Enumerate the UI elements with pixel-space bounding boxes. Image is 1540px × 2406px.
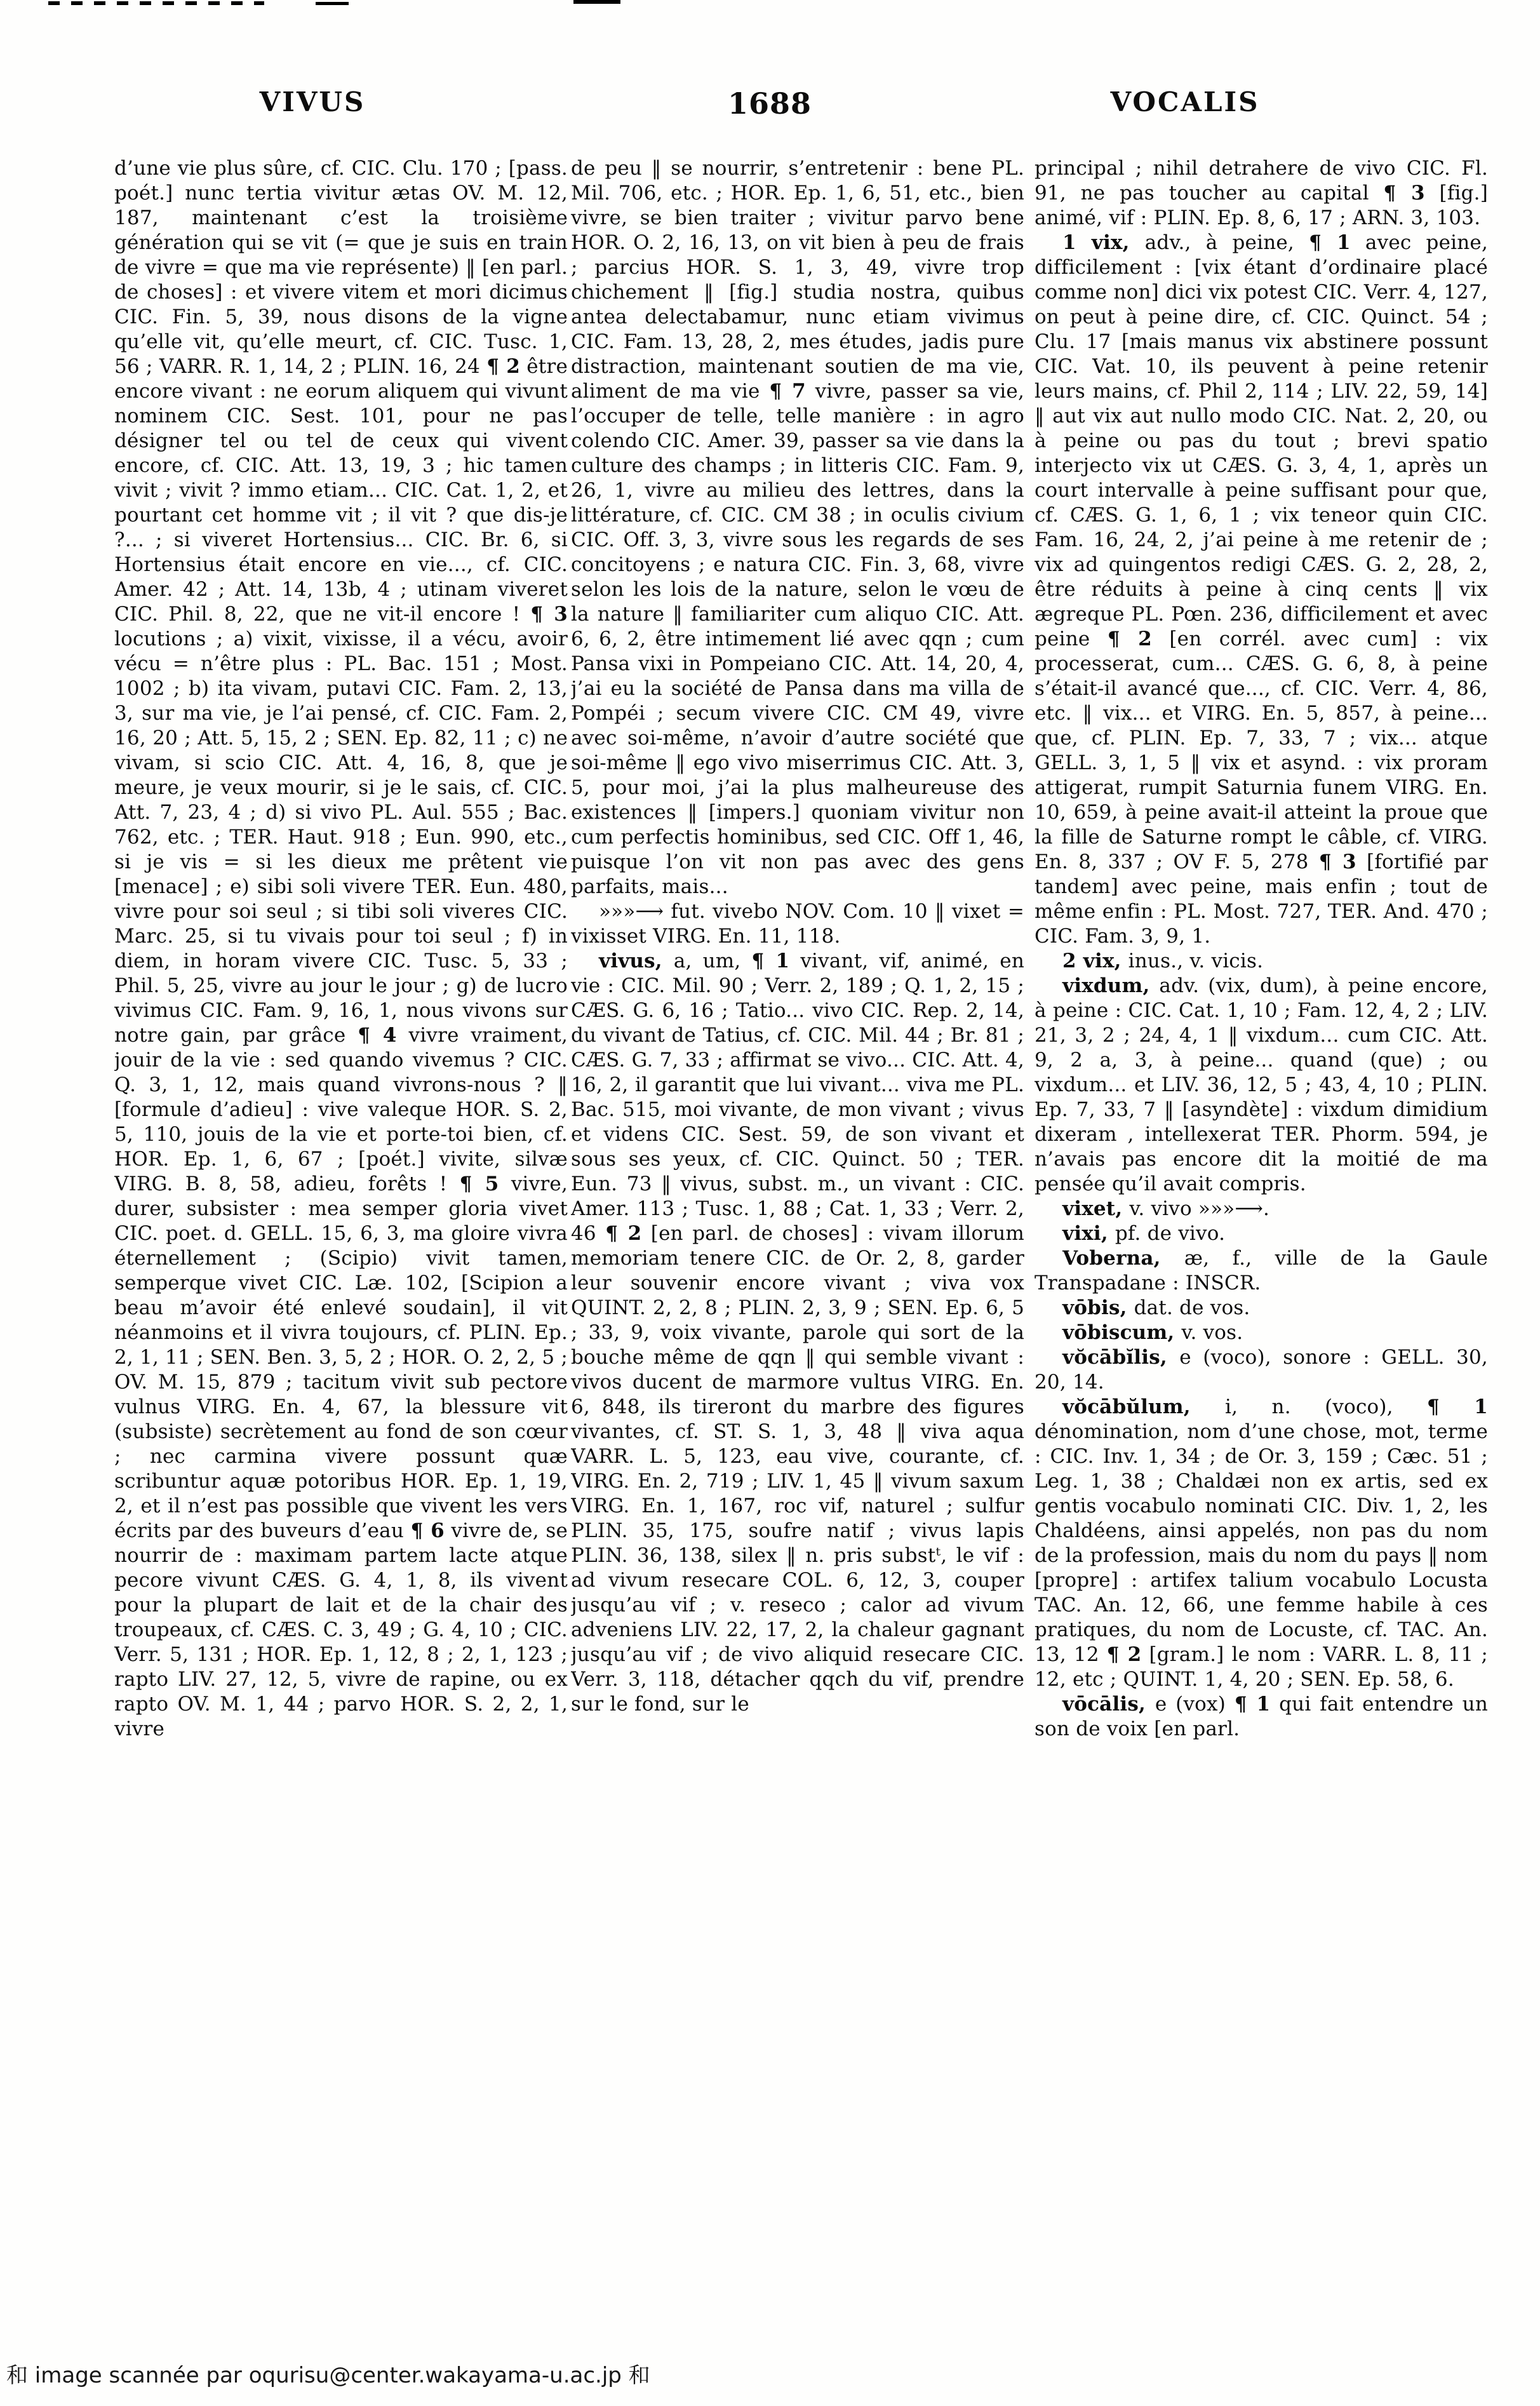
entry-paragraph: vixet, v. vivo »»»⟶.	[1062, 1197, 1270, 1220]
section-mark: ¶ 1	[751, 950, 790, 972]
headword: vivus,	[599, 950, 674, 972]
headword: vixdum,	[1062, 974, 1160, 997]
section-mark: ¶ 1	[1234, 1693, 1271, 1716]
text-paragraph: d’une vie plus sûre, cf. CIC. Clu. 170 ; [pass. poét.] nunc tertia vivitur ætas OV. M. 12, 187, maintenant c’est la troisième génération qui se vit (= que je suis en train de vivre = que ma vie représente) ‖ [en parl. de choses] : et vivere vitem et mori dicimus CIC. Fin. 5, 39, nous disons de la vigne qu’elle vit, qu’elle meurt, cf. CIC. Tusc. 1, 56 ; VARR. R. 1, 14, 2 ; PLIN. 16, 24 ¶ 2 être encore vivant : ne eorum aliquem qui vivunt nominem CIC. Sest. 101, pour ne pas désigner tel ou tel de ceux qui vivent encore, cf. CIC. Att. 13, 19, 3 ; hic tamen vivit ; vivit ? immo etiam... CIC. Cat. 1, 2, et pourtant cet homme vit ; il vit ? que dis-je ?... ; si viveret Hortensius... CIC. Br. 6, si Hortensius était encore en vie..., cf. CIC. Amer. 42 ; Att. 14, 13b, 4 ; utinam viveret CIC. Phil. 8, 22, que ne vit-il encore ! ¶ 3 locutions ; a) vixit, vixisse, il a vécu, avoir vécu = n’être plus : PL. Bac. 151 ; Most. 1002 ; b) ita vivam, putavi CIC. Fam. 2, 13, 3, sur ma vie, je l’ai pensé, cf. CIC. Fam. 2, 16, 20 ; Att. 5, 15, 2 ; SEN. Ep. 82, 11 ; c) ne vivam, si scio CIC. Att. 4, 16, 8, que je meure, je veux mourir, si je le sais, cf. CIC. Att. 7, 23, 4 ; d) si vivo PL. Aul. 555 ; Bac. 762, etc. ; TER. Haut. 918 ; Eun. 990, etc., si je vis = si les dieux me prêtent vie [menace] ; e) sibi soli vivere TER. Eun. 480, vivre pour soi seul ; si tibi soli viveres CIC. Marc. 25, si tu vivais pour toi seul ; f) in diem, in horam vivere CIC. Tusc. 5, 33 ; Phil. 5, 25, vivre au jour le jour ; g) de lucro vivimus CIC. Fam. 9, 16, 1, nous vivons sur notre gain, par grâce ¶ 4 vivre vraiment, jouir de la vie : sed quando vivemus ? CIC. Q. 3, 1, 12, mais quand vivrons-nous ? ‖ [formule d’adieu] : vive valeque HOR. S. 2, 5, 110, jouis de la vie et porte-toi bien, cf. HOR. Ep. 1, 6, 67 ; [poét.] vivite, silvæ VIRG. B. 8, 58, adieu, forêts ! ¶ 5 vivre, durer, subsister : mea semper gloria vivet CIC. poet. d. GELL. 15, 6, 3, ma gloire vivra éternellement ; (Scipio) vivit tamen, semperque vivet CIC. Læ. 102, [Scipion a beau m’avoir été enlevé soudain], il vit néanmoins et il vivra toujours, cf. PLIN. Ep. 2, 1, 11 ; SEN. Ben. 3, 5, 2 ; HOR. O. 2, 2, 5 ; OV. M. 15, 879 ; tacitum vivit sub pectore vulnus VIRG. En. 4, 67, la blessure vit (subsiste) secrètement au fond de son cœur ; nec carmina vivere possunt quæ scribuntur aquæ potoribus HOR. Ep. 1, 19, 2, et il n’est pas possible que vivent les vers écrits par des buveurs d’eau ¶ 6 vivre de, se nourrir de : maximam partem lacte atque pecore vivunt CÆS. G. 4, 1, 8, ils vivent pour la plupart de lait et de la chair des troupeaux, cf. CÆS. C. 3, 49 ; G. 4, 10 ; CIC. Verr. 5, 131 ; HOR. Ep. 1, 12, 8 ; 2, 1, 123 ; rapto LIV. 27, 12, 5, vivre de rapine, ou ex rapto OV. M. 1, 44 ; parvo HOR. S. 2, 2, 1, vivre	[114, 157, 568, 1740]
headword: vōbiscum,	[1062, 1321, 1182, 1344]
scan-artifact	[48, 1, 264, 5]
entry-paragraph: Voberna, æ, f., ville de la Gaule Transpadane : INSCR.	[1034, 1247, 1488, 1294]
scan-artifact	[316, 2, 349, 5]
entry-paragraph: vixi, pf. de vivo.	[1062, 1222, 1226, 1245]
entry-paragraph: vŏcābĭlis, e (voco), sonore : GELL. 30, 20, 14.	[1034, 1346, 1488, 1394]
headword: vŏcābĭlis,	[1062, 1346, 1180, 1369]
text-paragraph: »»»⟶ fut. vivebo NOV. Com. 10 ‖ vixet = vixisset VIRG. En. 11, 118.	[571, 900, 1024, 948]
scanner-credit: 和 image scannée par oqurisu@center.wakayama-u.ac.jp 和	[6, 2363, 650, 2388]
entry-paragraph: vŏcābŭlum, i, n. (voco), ¶ 1 dénomination, nom d’une chose, mot, terme : CIC. Inv. 1, 34 ; de Or. 3, 159 ; Cæc. 51 ; Leg. 1, 38 ; Chaldæi non ex artis, sed ex gentis vocabulo nominati CIC. Div. 1, 2, les Chaldéens, ainsi appelés, non pas du nom de la profession, mais du nom du pays ‖ nom [propre] : artifex talium vocabulo Locusta TAC. An. 12, 66, une femme habile à ces pratiques, du nom de Locuste, cf. TAC. An. 13, 12 ¶ 2 [gram.] le nom : VARR. L. 8, 11 ; 12, etc ; QUINT. 1, 4, 20 ; SEN. Ep. 58, 6.	[1034, 1395, 1488, 1691]
entry-paragraph: 2 vix, inus., v. vicis.	[1062, 950, 1264, 972]
headword: vixet,	[1062, 1197, 1130, 1220]
section-mark: ¶ 4	[358, 1024, 397, 1047]
entry-paragraph: vōcālis, e (vox) ¶ 1 qui fait entendre un son de voix [en parl.	[1034, 1693, 1488, 1740]
section-mark: ¶ 2	[486, 355, 521, 378]
page-number: 1688	[727, 86, 812, 121]
section-mark: ¶ 2	[605, 1222, 642, 1245]
headword: vōcālis,	[1062, 1693, 1155, 1716]
section-mark: ¶ 2	[1107, 628, 1152, 650]
section-mark: ¶ 7	[769, 380, 806, 403]
entry-paragraph: vōbiscum, v. vos.	[1062, 1321, 1243, 1344]
entry-paragraph: vōbis, dat. de vos.	[1062, 1296, 1250, 1319]
column-1	[114, 156, 568, 2335]
section-mark: ¶ 3	[530, 603, 568, 626]
scan-artifact	[573, 0, 620, 4]
running-head-right: VOCALIS	[1110, 86, 1260, 118]
section-mark: ¶ 2	[1106, 1643, 1142, 1666]
headword: Voberna,	[1062, 1247, 1184, 1270]
text-paragraph: principal ; nihil detrahere de vivo CIC. Fl. 91, ne pas toucher au capital ¶ 3 [fig.] animé, vif : PLIN. Ep. 8, 6, 17 ; ARN. 3, 103.	[1034, 157, 1488, 229]
headword: vŏcābŭlum,	[1062, 1395, 1226, 1418]
headword: vixi,	[1062, 1222, 1115, 1245]
column-2	[571, 156, 1024, 2335]
headword: 2 vix,	[1062, 950, 1128, 972]
section-mark: ¶ 5	[459, 1173, 499, 1195]
headword: vōbis,	[1062, 1296, 1134, 1319]
section-mark: ¶ 3	[1318, 850, 1356, 873]
section-mark: ¶ 3	[1383, 182, 1425, 205]
column-3	[1034, 156, 1488, 2335]
entry-paragraph: vivus, a, um, ¶ 1 vivant, vif, animé, en vie : CIC. Mil. 90 ; Verr. 2, 189 ; Q. 1, 2, 15 ; CÆS. G. 6, 16 ; Tatio... vivo CIC. Rep. 2, 14, du vivant de Tatius, cf. CIC. Mil. 44 ; Br. 81 ; CÆS. G. 7, 33 ; affirmat se vivo... CIC. Att. 4, 16, 2, il garantit que lui vivant... viva me PL. Bac. 515, moi vivante, de mon vivant ; vivus et videns CIC. Sest. 59, de son vivant et sous ses yeux, cf. CIC. Quinct. 50 ; TER. Eun. 73 ‖ vivus, subst. m., un vivant : CIC. Amer. 113 ; Tusc. 1, 88 ; Cat. 1, 33 ; Verr. 2, 46 ¶ 2 [en parl. de choses] : vivam illorum memoriam tenere CIC. de Or. 2, 8, garder leur souvenir encore vivant ; viva vox QUINT. 2, 2, 8 ; PLIN. 2, 3, 9 ; SEN. Ep. 6, 5 ; 33, 9, voix vivante, parole qui sort de la bouche même de qqn ‖ qui semble vivant : vivos ducent de marmore vultus VIRG. En. 6, 848, ils tireront du marbre des figures vivantes, cf. ST. S. 1, 3, 48 ‖ viva aqua VARR. L. 5, 123, eau vive, courante, cf. VIRG. En. 2, 719 ; LIV. 1, 45 ‖ vivum saxum VIRG. En. 1, 167, roc vif, naturel ; sulfur PLIN. 35, 175, soufre natif ; vivus lapis PLIN. 36, 138, silex ‖ n. pris substᵗ, le vif : ad vivum resecare COL. 6, 12, 3, couper jusqu’au vif ; v. reseco ; calor ad vivum adveniens LIV. 22, 17, 2, la chaleur gagnant jusqu’au vif ; de vivo aliquid resecare CIC. Verr. 3, 118, détacher qqch du vif, prendre sur le fond, sur le	[571, 950, 1024, 1716]
section-mark: ¶ 6	[410, 1519, 445, 1542]
running-head-left: VIVUS	[259, 86, 366, 118]
section-mark: ¶ 1	[1309, 231, 1351, 254]
headword: 1 vix,	[1062, 231, 1145, 254]
text-paragraph: de peu ‖ se nourrir, s’entretenir : bene PL. Mil. 706, etc. ; HOR. Ep. 1, 6, 51, etc., bien vivre, se bien traiter ; vivitur parvo bene HOR. O. 2, 16, 13, on vit bien à peu de frais ; parcius HOR. S. 1, 3, 49, vivre trop chichement ‖ [fig.] studia nostra, quibus antea delectabamur, nunc etiam vivimus CIC. Fam. 13, 28, 2, mes études, jadis pure distraction, maintenant soutien de ma vie, aliment de ma vie ¶ 7 vivre, passer sa vie, l’occuper de telle, telle manière : in agro colendo CIC. Amer. 39, passer sa vie dans la culture des champs ; in litteris CIC. Fam. 9, 26, 1, vivre au milieu des lettres, dans la littérature, cf. CIC. CM 38 ; in oculis civium CIC. Off. 3, 3, vivre sous les regards de ses concitoyens ; e natura CIC. Fin. 3, 68, vivre selon les lois de la nature, selon le vœu de la nature ‖ familiariter cum aliquo CIC. Att. 6, 6, 2, être intimement lié avec qqn ; cum Pansa vixi in Pompeiano CIC. Att. 14, 20, 4, j’ai eu la société de Pansa dans ma villa de Pompéi ; secum vivere CIC. CM 49, vivre avec soi-même, n’avoir d’autre société que soi-même ‖ ego vivo miserrimus CIC. Att. 3, 5, pour moi, j’ai la plus malheureuse des existences ‖ [impers.] quoniam vivitur non cum perfectis hominibus, sed CIC. Off 1, 46, puisque l’on vit non pas avec des gens parfaits, mais...	[571, 157, 1024, 898]
entry-paragraph: vixdum, adv. (vix, dum), à peine encore, à peine : CIC. Cat. 1, 10 ; Fam. 12, 4, 2 ; LIV. 21, 3, 2 ; 24, 4, 1 ‖ vixdum... cum CIC. Att. 9, 2 a, 3, à peine... quand (que) ; ou vixdum... et LIV. 36, 12, 5 ; 43, 4, 10 ; PLIN. Ep. 7, 33, 7 ‖ [asyndète] : vixdum dimidium dixeram , intellexerat TER. Phorm. 594, je n’avais pas encore dit la moitié de ma pensée qu’il avait compris.	[1034, 974, 1488, 1195]
section-mark: ¶ 1	[1427, 1395, 1488, 1418]
entry-paragraph: 1 vix, adv., à peine, ¶ 1 avec peine, difficilement : [vix étant d’ordinaire placé comme non] dici vix potest CIC. Verr. 4, 127, on peut à peine dire, cf. CIC. Quinct. 54 ; Clu. 17 [mais manus vix abstinere possunt CIC. Vat. 10, ils peuvent à peine retenir leurs mains, cf. Phil 2, 114 ; LIV. 22, 59, 14] ‖ aut vix aut nullo modo CIC. Nat. 2, 20, ou à peine ou pas du tout ; brevi spatio interjecto vix ut CÆS. G. 3, 4, 1, après un court intervalle à peine suffisant pour que, cf. CÆS. G. 1, 6, 1 ; vix teneor quin CIC. Fam. 16, 24, 2, j’ai peine à me retenir de ; vix ad quingentos redigi CÆS. G. 2, 28, 2, être réduits à peine à cinq cents ‖ vix ægreque PL. Pœn. 236, difficilement et avec peine ¶ 2 [en corrél. avec cum] : vix processerat, cum... CÆS. G. 6, 8, à peine s’était-il avancé que..., cf. CIC. Verr. 4, 86, etc. ‖ vix... et VIRG. En. 5, 857, à peine... que, cf. PLIN. Ep. 7, 33, 7 ; vix... atque GELL. 3, 1, 5 ‖ vix et asynd. : vix proram attigerat, rumpit Saturnia funem VIRG. En. 10, 659, à peine avait-il atteint la proue que la fille de Saturne rompt le câble, cf. VIRG. En. 8, 337 ; OV F. 5, 278 ¶ 3 [fortifié par tandem] avec peine, mais enfin ; tout de même enfin : PL. Most. 727, TER. And. 470 ; CIC. Fam. 3, 9, 1.	[1034, 231, 1488, 948]
